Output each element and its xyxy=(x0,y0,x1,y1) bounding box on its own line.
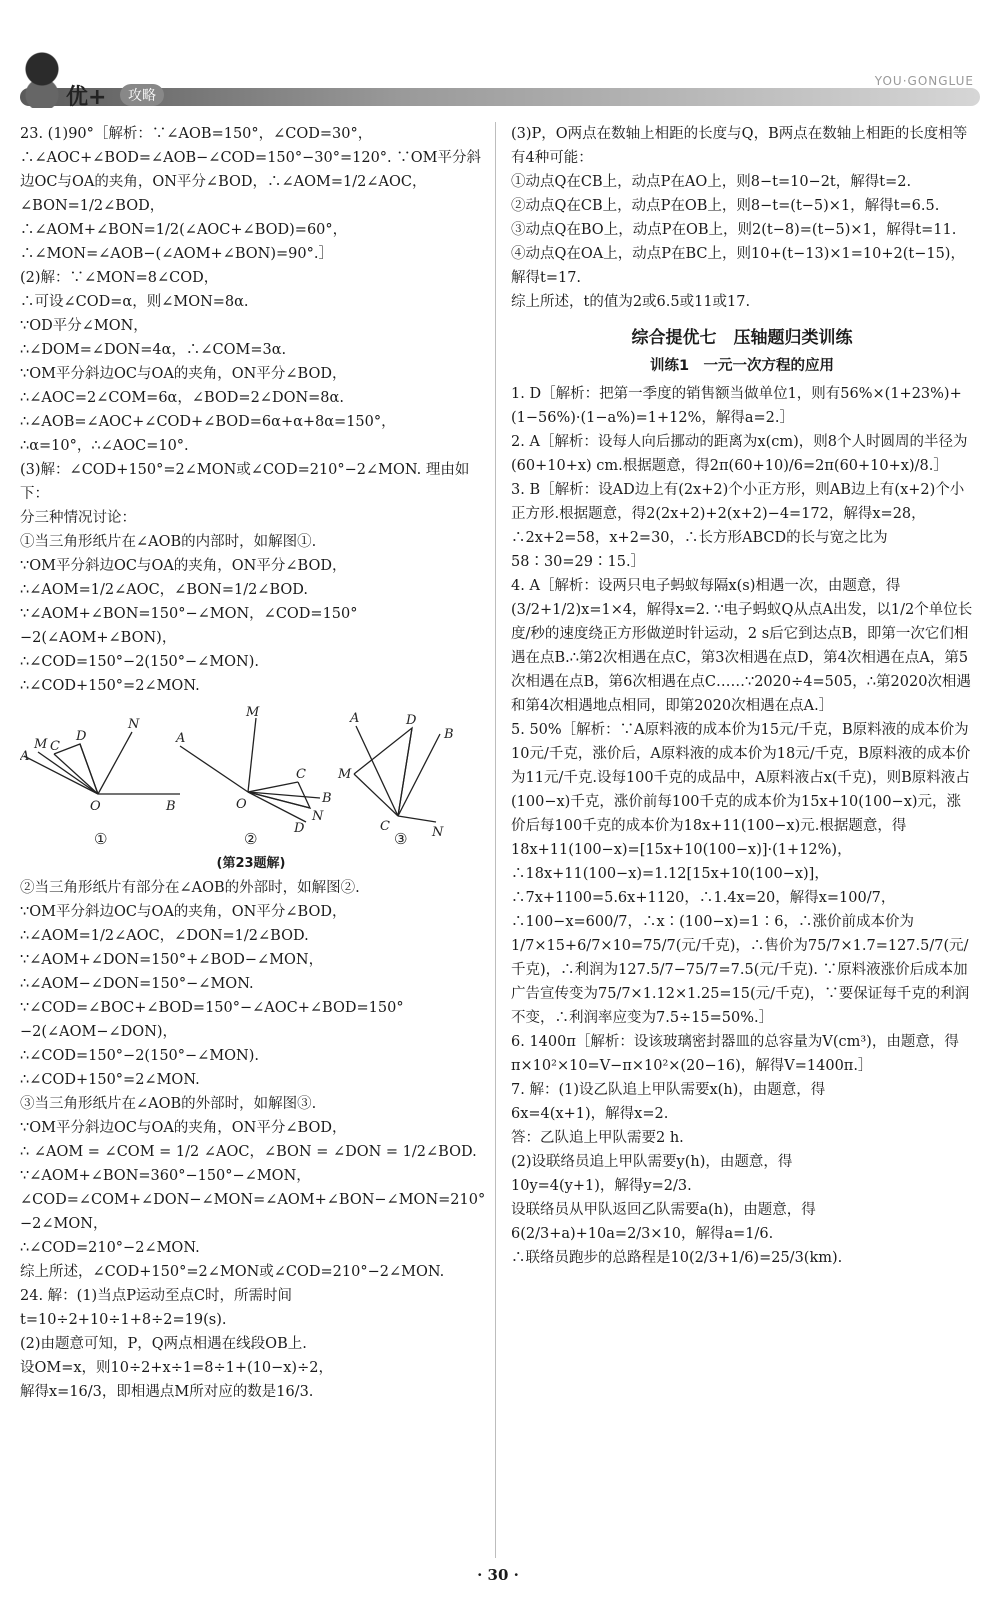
label-M: M xyxy=(338,767,352,782)
answer-item: 6x=4(x+1)，解得x=2. xyxy=(511,1106,669,1122)
paragraph: ∴∠COD+150°=2∠MON. xyxy=(20,1072,200,1088)
paragraph: ∴∠COD=150°−2(150°−∠MON). xyxy=(20,654,260,670)
paragraph: ∵OD平分∠MON， xyxy=(20,318,148,334)
paragraph: 设OM=x，则10÷2+x÷1=8÷1+(10−x)÷2， xyxy=(20,1360,333,1376)
paragraph: ∴∠AOM=1/2∠AOC，∠DON=1/2∠BOD. xyxy=(20,928,309,944)
answer-item: 答：乙队追上甲队需要2 h. xyxy=(511,1130,684,1146)
paragraph: (2)由题意可知，P，Q两点相遇在线段OB上. xyxy=(20,1336,307,1352)
label-N: N xyxy=(312,809,324,824)
figure-1-label: ① xyxy=(94,830,108,848)
answer-item: 6. 1400π［解析：设该玻璃密封器皿的总容量为V(cm³)，由题意，得π×10²×10=V−π×10²×(20−16)，解得V=1400π.］ xyxy=(511,1034,959,1074)
figure-2-label: ② xyxy=(244,830,258,848)
label-B: B xyxy=(444,727,454,742)
paragraph: ∵OM平分斜边OC与OA的夹角，ON平分∠BOD， xyxy=(20,1120,347,1136)
paragraph: ∵OM平分斜边OC与OA的夹角，ON平分∠BOD， xyxy=(20,904,347,920)
paragraph: ①动点Q在CB上，动点P在AO上，则8−t=10−2t，解得t=2. xyxy=(511,174,912,190)
logo xyxy=(20,48,170,112)
answer-item: 设联络员从甲队返回乙队需要a(h)，由题意，得 xyxy=(511,1202,816,1218)
paragraph: 综上所述，∠COD+150°=2∠MON或∠COD=210°−2∠MON. xyxy=(20,1264,445,1280)
paragraph: ②动点Q在CB上，动点P在OB上，则8−t=(t−5)×1，解得t=6.5. xyxy=(511,198,940,214)
label-A: A xyxy=(176,731,186,746)
answer-item: 1. D［解析：把第一季度的销售额当做单位1，则有56%×(1+23%)+(1−56%)·(1−a%)=1+12%，解得a=2.］ xyxy=(511,386,962,426)
section-title: 综合提优七 压轴题归类训练 xyxy=(631,328,853,348)
label-A: A xyxy=(350,711,360,726)
label-A: A xyxy=(20,749,30,764)
answer-item: 6(2/3+a)+10a=2/3×10，解得a=1/6. xyxy=(511,1226,774,1242)
paragraph: 解得x=16/3，即相遇点M所对应的数是16/3. xyxy=(20,1384,314,1400)
paragraph: ∴∠COD+150°=2∠MON. xyxy=(20,678,200,694)
paragraph: (2)解：∵∠MON=8∠COD， xyxy=(20,270,219,286)
paragraph: ∵∠AOM+∠BON=150°−∠MON，∠COD=150°−2(∠AOM+∠BON)， xyxy=(20,606,358,646)
paragraph: ③当三角形纸片在∠AOB的外部时，如解图③. xyxy=(20,1096,317,1112)
paragraph: ②当三角形纸片有部分在∠AOB的外部时，如解图②. xyxy=(20,880,360,896)
label-B: B xyxy=(322,791,332,806)
label-N: N xyxy=(128,717,140,732)
answer-item: (2)设联络员追上甲队需要y(h)，由题意，得 xyxy=(511,1154,793,1170)
paragraph: 综上所述，t的值为2或6.5或11或17. xyxy=(511,294,751,310)
paragraph: ④动点Q在OA上，动点P在BC上，则10+(t−13)×1=10+2(t−15)，解得t=17. xyxy=(511,246,965,286)
answer-item: 4. A［解析：设两只电子蚂蚁每隔x(s)相遇一次，由题意，得(3/2+1/2)x=1×4，解得x=2. ∵电子蚂蚁Q从点A出发，以1/2个单位长度/秒的速度绕正方形做逆时针运动，2 s后它到达点B，即第一次它们相遇在点B.∴第2次相遇在点C，第3次相遇在点D，第4次相遇在点A，第5次相遇在点B，第6次相遇在点C……∵2020÷4=505，∴第2020次相遇和第4次相遇地点相同，即第2020次相遇在点A.］ xyxy=(511,578,973,714)
answer-item: 3. B［解析：设AD边上有(2x+2)个小正方形，则AB边上有(x+2)个小正方形.根据题意，得2(2x+2)+2(x+2)−4=172，解得x=28，∴2x+2=58，x+2=30，∴长方形ABCD的长与宽之比为58∶30=29∶15.］ xyxy=(511,482,965,570)
label-O: O xyxy=(90,799,101,814)
sub-title: 训练1 一元一次方程的应用 xyxy=(649,358,835,374)
answer-item: ∴联络员跑步的总路程是10(2/3+1/6)=25/3(km). xyxy=(511,1250,843,1266)
paragraph: ∵OM平分斜边OC与OA的夹角，ON平分∠BOD， xyxy=(20,366,347,382)
paragraph: ∴∠AOB=∠AOC+∠COD+∠BOD=6α+α+8α=150°， xyxy=(20,414,396,430)
left-column xyxy=(20,122,486,1404)
geometry-figure xyxy=(20,704,482,852)
figure-3-label: ③ xyxy=(394,830,408,848)
figure-caption: (第23题解) xyxy=(216,856,286,871)
logo-badge: 攻略 xyxy=(120,84,164,106)
label-C: C xyxy=(50,739,60,754)
paragraph: (3)P，O两点在数轴上相距的长度与Q，B两点在数轴上相距的长度相等有4种可能： xyxy=(511,126,968,166)
paragraph: ③动点Q在BO上，动点P在OB上，则2(t−8)=(t−5)×1，解得t=11. xyxy=(511,222,957,238)
label-M: M xyxy=(246,705,260,720)
answer-item: 10y=4(y+1)，解得y=2/3. xyxy=(511,1178,692,1194)
label-D: D xyxy=(76,729,87,744)
label-C: C xyxy=(296,767,306,782)
paragraph: ∴∠AOC=2∠COM=6α，∠BOD=2∠DON=8α. xyxy=(20,390,344,406)
label-B: B xyxy=(166,799,176,814)
page-header xyxy=(0,0,996,122)
paragraph: 分三种情况讨论： xyxy=(20,510,136,526)
answer-item: 5. 50%［解析：∵A原料液的成本价为15元/千克，B原料液的成本价为10元/千克，涨价后，A原料液的成本价为18元/千克，B原料液的成本价为11元/千克.设每100千克的成品中，A原料液占x(千克)，则B原料液占(100−x)千克，涨价前每100千克的成本价为15x+10(100−x)元，涨价后每100千克的成本价为18x+11(100−x)元.根据题意，得18x+11(100−x)=[15x+10(100−x)]·(1+12%)，∴18x+11(100−x)=1.12[15x+10(100−x)]，∴7x+1100=5.6x+1120，∴1.4x=20，解得x=100/7，∴100−x=600/7，∴x∶(100−x)=1∶6，∴涨价前成本价为1/7×15+6/7×10=75/7(元/千克)，∴售价为75/7×1.7=127.5/7(元/千克)，∴利润为127.5/7−75/7=7.5(元/千克). ∵原料液涨价后成本加广告宣传变为75/7×1.12×1.25=15(元/千克)，∵要保证每千克的利润不变，∴利润率应变为7.5÷15=50%.］ xyxy=(511,722,971,1026)
paragraph: ∴∠COD=150°−2(150°−∠MON). xyxy=(20,1048,260,1064)
paragraph: ∴∠AOM=1/2∠AOC，∠BON=1/2∠BOD. xyxy=(20,582,308,598)
paragraph: ①当三角形纸片在∠AOB的内部时，如解图①. xyxy=(20,534,317,550)
column-divider xyxy=(495,122,496,1558)
paragraph: ∵∠AOM+∠DON=150°+∠BOD−∠MON， xyxy=(20,952,324,968)
label-M: M xyxy=(34,737,48,752)
paragraph: ∴α=10°，∴∠AOC=10°. xyxy=(20,438,189,454)
mascot-icon xyxy=(20,48,64,108)
label-O: O xyxy=(236,797,247,812)
paragraph: ∴∠COD=210°−2∠MON. xyxy=(20,1240,200,1256)
label-D: D xyxy=(294,821,305,836)
paragraph: 24. 解：(1)当点P运动至点C时，所需时间t=10÷2+10÷1+8÷2=19(s). xyxy=(20,1288,293,1328)
right-column xyxy=(511,122,973,1270)
logo-text: 优+ xyxy=(66,85,107,110)
paragraph: ∵∠AOM+∠BON=360°−150°−∠MON，∠COD=∠COM+∠DON−∠MON=∠AOM+∠BON−∠MON=210°−2∠MON， xyxy=(20,1168,486,1232)
label-C: C xyxy=(380,819,390,834)
paragraph: ∴∠AOM−∠DON=150°−∠MON. xyxy=(20,976,254,992)
label-N: N xyxy=(432,825,444,840)
paragraph: ∴∠DOM=∠DON=4α，∴∠COM=3α. xyxy=(20,342,287,358)
figure-svg xyxy=(20,704,482,852)
brand-text: YOU·GONGLUE xyxy=(874,74,974,88)
paragraph: ∴可设∠COD=α，则∠MON=8α. xyxy=(20,294,249,310)
label-D: D xyxy=(406,713,417,728)
paragraph: ∴ ∠AOM = ∠COM = 1/2 ∠AOC，∠BON = ∠DON = 1/2∠BOD. xyxy=(20,1144,477,1160)
paragraph: ∵OM平分斜边OC与OA的夹角，ON平分∠BOD， xyxy=(20,558,347,574)
paragraph: 23. (1)90°［解析：∵∠AOB=150°，∠COD=30°，∴∠AOC+∠BOD=∠AOB−∠COD=150°−30°=120°. ∵OM平分斜边OC与OA的夹角，ON平分∠BOD，∴∠AOM=1/2∠AOC，∠BON=1/2∠BOD，∴∠AOM+∠BON=1/2(∠AOC+∠BOD)=60°，∴∠MON=∠AOB−(∠AOM+∠BON)=90°.］ xyxy=(20,126,482,262)
page-number: · 30 · xyxy=(477,1566,519,1584)
paragraph: (3)解：∠COD+150°=2∠MON或∠COD=210°−2∠MON. 理由如下： xyxy=(20,462,470,502)
answer-item: 2. A［解析：设每人向后挪动的距离为x(cm)，则8个人时圆周的半径为(60+10+x) cm.根据题意，得2π(60+10)/6=2π(60+10+x)/8.］ xyxy=(511,434,968,474)
answer-item: 7. 解：(1)设乙队追上甲队需要x(h)，由题意，得 xyxy=(511,1082,826,1098)
paragraph: ∵∠COD=∠BOC+∠BOD=150°−∠AOC+∠BOD=150°−2(∠AOM−∠DON)， xyxy=(20,1000,404,1040)
